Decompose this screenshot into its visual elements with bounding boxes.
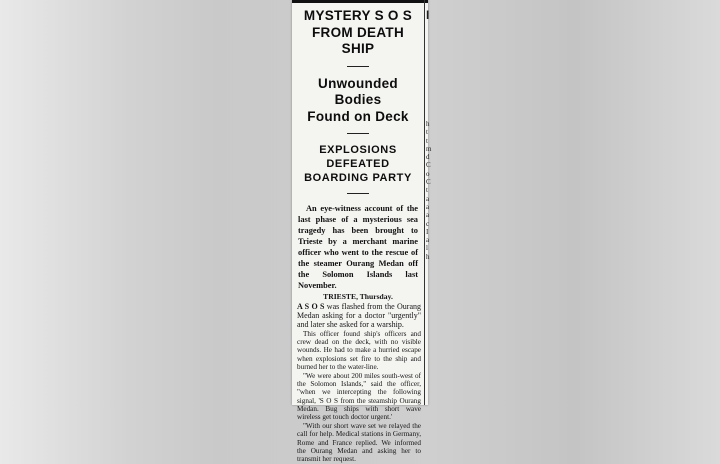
adjacent-column-fragment bbox=[426, 8, 436, 261]
fragment-line: m bbox=[426, 144, 432, 153]
fragment-line: a bbox=[426, 202, 430, 211]
article-body bbox=[297, 302, 421, 463]
subhead1-line-1: Unwounded Bodies bbox=[318, 75, 398, 107]
body-paragraph-3: "We were about 200 miles south-west of the Solomon Islands," said the officer, "when we intercepting the following signal, 'S O S from the steamship Ourang Medan. Bug ships with short wave wireless get touch doctor urgent.' bbox=[297, 372, 421, 422]
sos-text: A S O S bbox=[297, 302, 325, 311]
fragment-line: o bbox=[426, 169, 430, 178]
divider-dash bbox=[347, 193, 369, 194]
subheadline-2 bbox=[294, 143, 422, 185]
lead-paragraph bbox=[298, 203, 418, 291]
subhead1-line-2: Found on Deck bbox=[307, 108, 409, 124]
fragment-line: C bbox=[426, 161, 431, 170]
headline-line-3: SHIP bbox=[341, 41, 375, 56]
fragment-line: c bbox=[426, 219, 430, 228]
fragment-line: t bbox=[426, 186, 428, 195]
article-column bbox=[294, 8, 422, 464]
body-paragraph-1-text: was flashed from the Ourang Medan asking for a doctor "urgently" and later she asked for a warship. bbox=[297, 302, 421, 329]
top-rule bbox=[292, 0, 428, 3]
body-paragraph-1 bbox=[297, 302, 421, 329]
lead-text: An eye-witness account of the last phase of a mysterious sea tragedy has been brought to Trieste by a merchant marine officer who went to the rescue of the steamer Ourang Medan off the Solomon Islands last November. bbox=[298, 204, 418, 290]
fragment-line: C bbox=[426, 178, 431, 187]
fragment-line: d bbox=[426, 153, 430, 162]
fragment-line: a bbox=[426, 211, 430, 220]
fragment-line: a bbox=[426, 194, 430, 203]
main-headline bbox=[294, 8, 422, 58]
subhead2-line-1: EXPLOSIONS DEFEATED bbox=[319, 144, 397, 170]
headline-line-1: MYSTERY S O S bbox=[303, 8, 413, 23]
headline-line-2: FROM DEATH bbox=[312, 24, 404, 40]
divider-dash bbox=[347, 66, 369, 67]
adjacent-column-top: I bbox=[426, 8, 430, 22]
fragment-line: a bbox=[426, 236, 430, 245]
subhead2-line-2: BOARDING PARTY bbox=[304, 172, 412, 184]
fragment-line: t bbox=[426, 136, 428, 145]
fragment-line: h bbox=[426, 252, 430, 261]
newspaper-clipping bbox=[292, 0, 432, 464]
fragment-line: l bbox=[426, 244, 428, 253]
body-paragraph-4: "With our short wave set we relayed the call for help. Medical stations in Germany, Rome and France replied. We informed the Ourang Medan and asking her to transmit her request. bbox=[297, 422, 421, 464]
column-rule bbox=[424, 0, 425, 405]
dateline: TRIESTE, Thursday. bbox=[323, 292, 393, 301]
fragment-line: I bbox=[426, 227, 429, 236]
fragment-line: h bbox=[426, 120, 430, 128]
divider-dash bbox=[347, 133, 369, 134]
body-paragraph-2: This officer found ship's officers and crew dead on the deck, with no visible wounds. He had to make a hurried escape when explosions set fire to the ship and burned her to the water-line. bbox=[297, 330, 421, 371]
subheadline-1 bbox=[294, 76, 422, 126]
fragment-line: t bbox=[426, 128, 428, 137]
